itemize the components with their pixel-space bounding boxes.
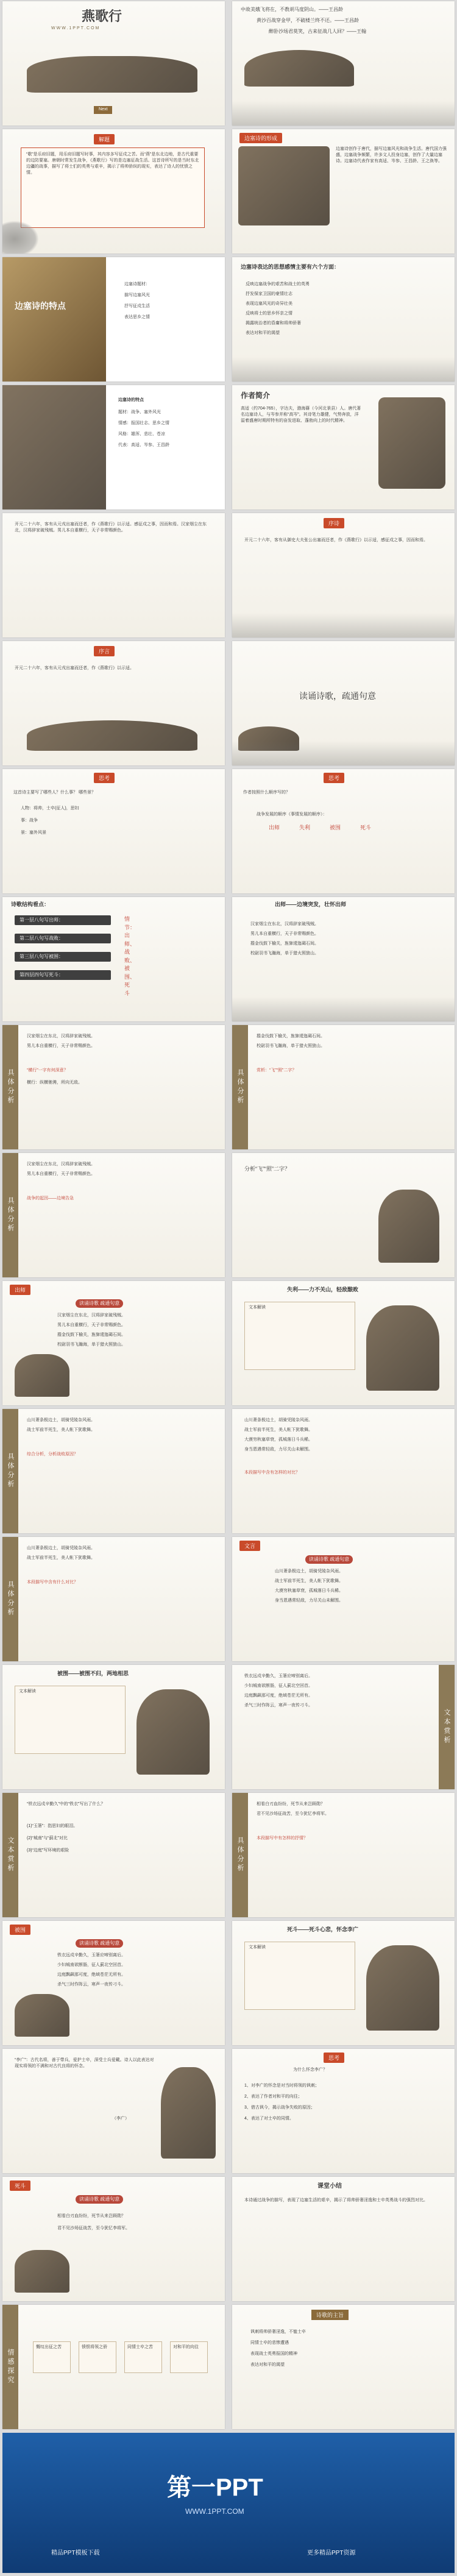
answer-item: 景：塞外风景 (21, 831, 46, 835)
structure-item: 第四层四句写死斗： (15, 970, 111, 980)
page-title: 燕歌行 (82, 9, 122, 24)
banner-title: 出师——边境突发，壮怀出师 (275, 901, 347, 907)
read-title: 读诵诗歌，疏通句意 (299, 691, 376, 701)
slide-features2 (2, 385, 225, 509)
slide-lee (2, 2049, 225, 2173)
army-illustration (27, 720, 197, 751)
emotion-text: 对和平的向往 (173, 2345, 199, 2349)
slide-analysis5 (2, 1409, 225, 1533)
poem-line: 摐金伐鼓下榆关，旌旆逶迤碣石间。 (250, 942, 319, 946)
poem-line: 醉卧沙场君莫笑，古来征战几人回？——王翰 (269, 29, 366, 34)
poem-line: 中故美娥飞将在，不教胡马度阴山。——王昌龄 (241, 7, 343, 12)
side-label: 具体分析 (232, 1025, 248, 1149)
poem-line: 杀气三时作阵云，寒声一夜传刁斗。 (244, 1703, 313, 1708)
slide-emotions (232, 257, 455, 381)
question: 这首诗主要写了哪些人？什么事？ 哪些景？ (13, 790, 96, 795)
section-label: 文言 (239, 1541, 260, 1551)
summary-title: 课堂小结 (317, 2183, 342, 2190)
mountain-decor (232, 357, 455, 381)
slide-analysis3 (2, 1153, 225, 1277)
section-label: 解题 (94, 134, 115, 144)
slide-analysis1 (2, 1025, 225, 1149)
slide-frontier (232, 129, 455, 254)
question: “横行”一字有何深意？ (27, 1068, 68, 1073)
feature2-item: 题材：战争、塞外风光 (118, 410, 161, 414)
slide-analysis4 (232, 1153, 455, 1277)
emotion-card (170, 2341, 208, 2373)
structure-item: 第二层八句写战败： (15, 934, 111, 943)
poem-line: 边庭飘飖那可度，绝域苍茫无所有。 (57, 1973, 126, 1977)
horse-illustration (244, 50, 354, 87)
poem-line: 汉家烟尘在东北，汉将辞家破残贼。 (250, 922, 319, 926)
slide-deathfight (232, 1921, 455, 2045)
structure-side: 情节：出师、战败、被围、死斗 (124, 916, 136, 996)
slide-analysis2 (232, 1025, 455, 1149)
poem-line: 身当恩遇常轻敌，力尽关山未解围。 (275, 1598, 343, 1603)
poem-line: 少妇城南欲断肠，征人蓟北空回首。 (244, 1684, 313, 1688)
theme-item: 表现战士英勇报国的精神 (250, 2352, 297, 2356)
warrior-illustration (15, 2250, 69, 2293)
slide-read (232, 641, 455, 765)
structure-item: 第一层八句写出师： (15, 915, 111, 925)
slide-preface (232, 513, 455, 637)
mountain-decor (232, 741, 455, 765)
side-label: 具体分析 (232, 1793, 248, 1917)
theme-title: 诗歌的主旨 (311, 2310, 349, 2320)
slide-appreciate2 (2, 1793, 225, 1917)
poem-line: 大漠穷秋塞草衰，孤城落日斗兵稀。 (244, 1438, 313, 1442)
slide-analysis8 (232, 1793, 455, 1917)
chain-step: 死斗 (360, 825, 372, 831)
question: “铁衣远戍辛勤久”中的“铁衣”写出了什么？ (27, 1802, 105, 1806)
warrior-illustration (15, 1994, 69, 2037)
section-label: 出师 (10, 1285, 30, 1295)
order-text: 战争发展的顺序（事情发展的顺序）： (257, 812, 327, 817)
emotion-text: 愤恨将领之骄 (82, 2345, 107, 2349)
warrior-illustration (378, 1190, 439, 1263)
poem-line: 铁衣远戍辛勤久，玉箸应啼别离后。 (57, 1953, 126, 1957)
poem-line: 君不见沙场征战苦，至今犹忆李将军。 (57, 2226, 130, 2230)
side-label: 情感探究 (2, 2305, 18, 2429)
painting-image (238, 146, 330, 225)
poem-line: 铁衣远戍辛勤久，玉箸应啼别离后。 (244, 1674, 313, 1678)
poem-line: 少妇城南欲断肠，征人蓟北空回首。 (57, 1963, 126, 1967)
side-label: 具体分析 (2, 1537, 18, 1661)
slide-poems (232, 1, 455, 126)
note: 文本解读 (249, 1945, 266, 1950)
note: 文本解读 (19, 1689, 36, 1694)
poem-line: 男儿本自重横行，天子非常赐颜色。 (27, 1172, 95, 1176)
banner-title: 失利——力不关山，轻敌酿败 (287, 1286, 359, 1293)
footer-banner (2, 2433, 455, 2573)
footer-logo: 第一PPT (167, 2474, 263, 2501)
slide-title (2, 1, 225, 126)
answer-item: 1、对李广的怀念是对当时将领的讽刺； (244, 2084, 319, 2088)
banner-title: 死斗——死斗心悲，怀念李广 (287, 1926, 359, 1932)
section-label: 序诗 (324, 518, 344, 528)
chain-step: 被围 (330, 825, 341, 831)
army-illustration (27, 56, 197, 93)
author-portrait (378, 397, 445, 489)
emotion-text: 同情士卒之苦 (127, 2345, 153, 2349)
slide-think3 (232, 2049, 455, 2173)
mountain-decor (232, 997, 455, 1021)
emotion-card (124, 2341, 162, 2373)
poem-line: 山川萧条极边土，胡骑凭陵杂风雨。 (27, 1418, 95, 1422)
question: 本段描写中有怎样的抒情？ (257, 1836, 308, 1840)
poem-line: 黄沙百战穿金甲，不破楼兰终不还。——王昌龄 (257, 18, 359, 23)
general-illustration (161, 2067, 216, 2159)
feature2-item: 代表：高适、岑参、王昌龄 (118, 443, 169, 447)
slide-setout (232, 897, 455, 1021)
poem-excerpt: 开元二十六年，客有从元戎出塞而还者，作《燕歌行》以示适。感征戍之事，因而和焉。汉家烟尘在东北，汉将辞家破残贼。男儿本自重横行，天子非常赐颜色。 (15, 522, 207, 533)
theme-item: 表达对和平的渴望 (250, 2363, 285, 2367)
chain-step: 出师 (269, 825, 280, 831)
feature-item: 描写边塞风光 (124, 293, 150, 297)
poem-line: 山川萧条极边土，胡骑凭陵杂风雨。 (27, 1546, 95, 1550)
answer-item: (3)“边庭”写环境的艰险 (27, 1848, 69, 1853)
emotion-card (79, 2341, 116, 2373)
section-label: 思考 (94, 773, 115, 783)
mountain-decor (232, 101, 455, 126)
poem-line: 摐金伐鼓下榆关，旌旆逶迤碣石间。 (57, 1333, 126, 1337)
banner-pill: 读诵诗歌 疏通句意 (76, 1939, 123, 1948)
army-photo (2, 385, 106, 509)
poem-line: 校尉羽书飞瀚海，单于猎火照狼山。 (57, 1343, 126, 1347)
poem-line: 战士军前半死生，美人帐下犹歌舞。 (244, 1428, 313, 1432)
slide-read-death (2, 2177, 225, 2301)
note-box (244, 1942, 355, 2010)
mountain-decor (232, 613, 455, 637)
poem-line: 边庭飘飖那可度，绝域苍茫无所有。 (244, 1694, 313, 1698)
lee-text: “李广”：古代名将，善于带兵，爱护士卒，深受士兵爱戴。诗人以此表达对现实将领的不满和对古代良将的怀念。 (15, 2058, 154, 2069)
frontier-text: 边塞诗创作于唐代，描写边塞风光和战争生活。唐代国力强盛，边塞战争频繁，许多文人投身边塞，创作了大量边塞诗。边塞诗代表作家有高适、岑参、王昌龄、王之涣等。 (336, 147, 447, 164)
warrior-illustration (366, 1945, 439, 2031)
author-text: 高适（约704-765），字达夫，渤海蓨（今河北景县）人。唐代著名边塞诗人，与岑参并称“高岑”。其诗笔力雄健，气势奔放，洋溢着盛唐时期所特有的奋发进取、蓬勃向上的时代精神。 (241, 406, 361, 424)
slide-think1 (2, 769, 225, 893)
banner-pill: 读诵诗歌 疏通句意 (305, 1555, 353, 1564)
slide-structure (2, 897, 225, 1021)
emotion-card (33, 2341, 71, 2373)
emotion-item: 表现边塞风光的奇异壮美 (246, 302, 292, 306)
slide-poem-full (2, 513, 225, 637)
slide-read-defeat (232, 1537, 455, 1661)
poem-line: 战士军前半死生，美人帐下犹歌舞。 (275, 1579, 343, 1583)
note: 横行：纵横驰骋，所向无敌。 (27, 1080, 82, 1085)
next-button[interactable]: Next (94, 106, 112, 114)
slide-siege (2, 1665, 225, 1789)
feature-item: 边塞诗题材： (124, 282, 150, 286)
note: 文本解读 (249, 1305, 266, 1310)
question: 为什么怀念李广？ (293, 2068, 327, 2072)
poem-line: 校尉羽书飞瀚海，单于猎火照狼山。 (250, 951, 319, 956)
answer-item: 2、表达了作者对和平的向往； (244, 2095, 302, 2099)
banner-pill: 读诵诗歌 疏通句意 (76, 1299, 123, 1308)
question: 作者按照什么顺序写的？ (243, 790, 290, 795)
slide-appreciate1 (232, 1665, 455, 1789)
author-title: 作者简介 (241, 391, 271, 400)
banner-pill: 读诵诗歌 疏通句意 (76, 2195, 123, 2204)
slide-preface2 (2, 641, 225, 765)
summary-text: 本诗通过战争的描写，表现了边塞生活的艰辛，揭示了将帅骄奢淫逸和士卒英勇战斗的强烈对比。 (244, 2198, 428, 2202)
answer-item: (1)“玉箸”：指思妇的眼泪。 (27, 1824, 78, 1828)
prompt-text: 分析“飞”“照”二字？ (244, 1166, 290, 1172)
poem-line: 身当恩遇常轻敌，力尽关山未解围。 (244, 1447, 313, 1452)
poem-line: 摐金伐鼓下榆关，旌旆逶迤碣石间。 (257, 1034, 325, 1038)
answer-item: (2)“城南”与“蓟北”对比 (27, 1836, 68, 1840)
question: 综合分析，分析战败原因？ (27, 1452, 78, 1457)
question: 赏析：“飞”“照”二字？ (257, 1068, 297, 1073)
slide-summary (232, 2177, 455, 2301)
intro-box (21, 147, 205, 228)
feature2-item: 情感：报国壮志、思乡之情 (118, 421, 169, 425)
slide-emotion-explore (2, 2305, 225, 2429)
structure-title: 诗歌结构看点： (11, 901, 50, 907)
emotion-item: 表达对和平的渴望 (246, 331, 280, 335)
side-label: 文本赏析 (2, 1793, 18, 1917)
answer-item: 3、借古讽今，揭示战争失败的原因； (244, 2106, 315, 2110)
poem-line: 汉家烟尘在东北，汉将辞家破残贼。 (27, 1162, 95, 1166)
banner-title: 被围——被围不归，两地相思 (57, 1670, 129, 1677)
side-label: 具体分析 (2, 1409, 18, 1533)
question: 本段描写中含有什么对比？ (27, 1580, 78, 1584)
side-label: 文本赏析 (439, 1665, 455, 1789)
feature-title: 边塞诗的特点 (15, 301, 66, 311)
slide-defeat (232, 1281, 455, 1405)
emotions-title: 边塞诗表达的思想感情主要有六个方面： (241, 264, 340, 270)
answer-item: 事：战争 (21, 818, 38, 823)
theme-item: 同情士卒的悲惨遭遇 (250, 2341, 289, 2345)
feature-item: 抒写征戍生活 (124, 304, 150, 308)
poem-line: 战士军前半死生，美人帐下犹歌舞。 (27, 1556, 95, 1560)
preface2-text: 开元二十六年，客有从元戎出塞而还者，作《燕歌行》以示适。 (15, 666, 134, 670)
slide-author (232, 385, 455, 509)
poem-line: 战士军前半死生，美人帐下犹歌舞。 (27, 1428, 95, 1432)
slide-analysis6 (232, 1409, 455, 1533)
emotion-item: 揭露统治者的昏庸和将帅骄奢 (246, 321, 301, 325)
section-label: 边塞诗的形成 (239, 133, 282, 143)
section-label: 序言 (94, 646, 115, 656)
slide-think2 (232, 769, 455, 893)
warrior-illustration (136, 1689, 210, 1775)
feature-item: 表达思乡之情 (124, 315, 150, 319)
lee-note: （李广） (112, 2117, 129, 2121)
poem-line: 相看白刃血纷纷，死节从来岂顾勋？ (257, 1802, 325, 1806)
warrior-illustration (366, 1305, 439, 1391)
answer-item: 4、表达了对士卒的同情。 (244, 2117, 294, 2121)
footer-left[interactable]: 精品PPT模板下载 (51, 2550, 100, 2556)
chain-step: 失利 (299, 825, 311, 831)
poem-line: 男儿本自重横行，天子非常赐颜色。 (27, 1044, 95, 1048)
section-label: 思考 (324, 2053, 344, 2063)
note: 战争的起因——边境告急 (27, 1196, 74, 1201)
slide-read-siege (2, 1921, 225, 2045)
emotion-item: 反映边塞战争的艰苦和战士的英勇 (246, 282, 310, 286)
poem-line: 校尉羽书飞瀚海，单于猎火照狼山。 (257, 1044, 325, 1048)
footer-url[interactable]: WWW.1PPT.COM (185, 2507, 244, 2516)
note-box (15, 1686, 126, 1754)
side-label: 具体分析 (2, 1153, 18, 1277)
poem-line: 相看白刃血纷纷，死节从来岂顾勋？ (57, 2214, 126, 2218)
slide-analysis7 (2, 1537, 225, 1661)
poem-line: 山川萧条极边土，胡骑凭陵杂风雨。 (244, 1418, 313, 1422)
slide-read-setout (2, 1281, 225, 1405)
emotion-text: 慨叹出征之苦 (36, 2345, 62, 2349)
poem-line: 大漠穷秋塞草衰，孤城落日斗兵稀。 (275, 1589, 343, 1593)
slide-features (2, 257, 225, 381)
poem-line: 君不见沙场征战苦，至今犹忆李将军。 (257, 1812, 329, 1816)
warrior-illustration (15, 1354, 69, 1397)
site-subtitle: WWW.1PPT.COM (51, 26, 101, 30)
footer-right[interactable]: 更多精品PPT资源 (307, 2550, 356, 2556)
intro-text: “歌”是乐府旧题，用乐府旧题写时事，其内容多写征戍之苦。而“燕”是东北边地，是古代重要的边防要塞。唐朝时常发生战争，《燕歌行》写的是边塞征战生活。这首诗所写的是当时东北边疆的战事，描写了将士们的英勇与艰辛，揭示了将帅骄纵的现实，表达了诗人的忧愤之情。 (26, 152, 199, 176)
section-label: 被围 (10, 1925, 30, 1935)
emotion-item: 抒发保家卫国的豪情壮志 (246, 292, 292, 296)
section-label: 死斗 (10, 2180, 30, 2191)
section-label: 思考 (324, 773, 344, 783)
poem-line: 男儿本自重横行，天子非常赐颜色。 (57, 1323, 126, 1327)
answer-item: 人物：将帅，士卒(征人)，思妇 (21, 806, 79, 811)
poem-line: 汉家烟尘在东北，汉将辞家破残贼。 (57, 1313, 126, 1318)
poem-line: 男儿本自重横行，天子非常赐颜色。 (250, 932, 319, 936)
poem-line: 杀气三时作阵云，寒声一夜传刁斗。 (57, 1982, 126, 1987)
feature2-item: 边塞诗的特点 (118, 398, 144, 402)
theme-item: 讽刺将帅骄奢淫逸，不恤士卒 (250, 2330, 306, 2334)
poem-line: 汉家烟尘在东北，汉将辞家破残贼。 (27, 1034, 95, 1038)
feature2-item: 风格：雄浑、悲壮、苍凉 (118, 432, 165, 436)
feature-panel (2, 257, 106, 381)
slide-intro (2, 129, 225, 254)
structure-item: 第三层八句写被围： (15, 952, 111, 962)
emotion-item: 反映将士的思乡怀亲之情 (246, 311, 292, 316)
note-box (244, 1302, 355, 1370)
preface-text: 开元二十六年，客有从御史大夫张公出塞而还者，作《燕歌行》以示适，感征戍之事，因而和焉。 (244, 538, 428, 542)
question: 本段描写中含有怎样的对比？ (244, 1471, 300, 1475)
side-label: 具体分析 (2, 1025, 18, 1149)
poem-line: 山川萧条极边土，胡骑凭陵杂风雨。 (275, 1569, 343, 1574)
slide-theme (232, 2305, 455, 2429)
